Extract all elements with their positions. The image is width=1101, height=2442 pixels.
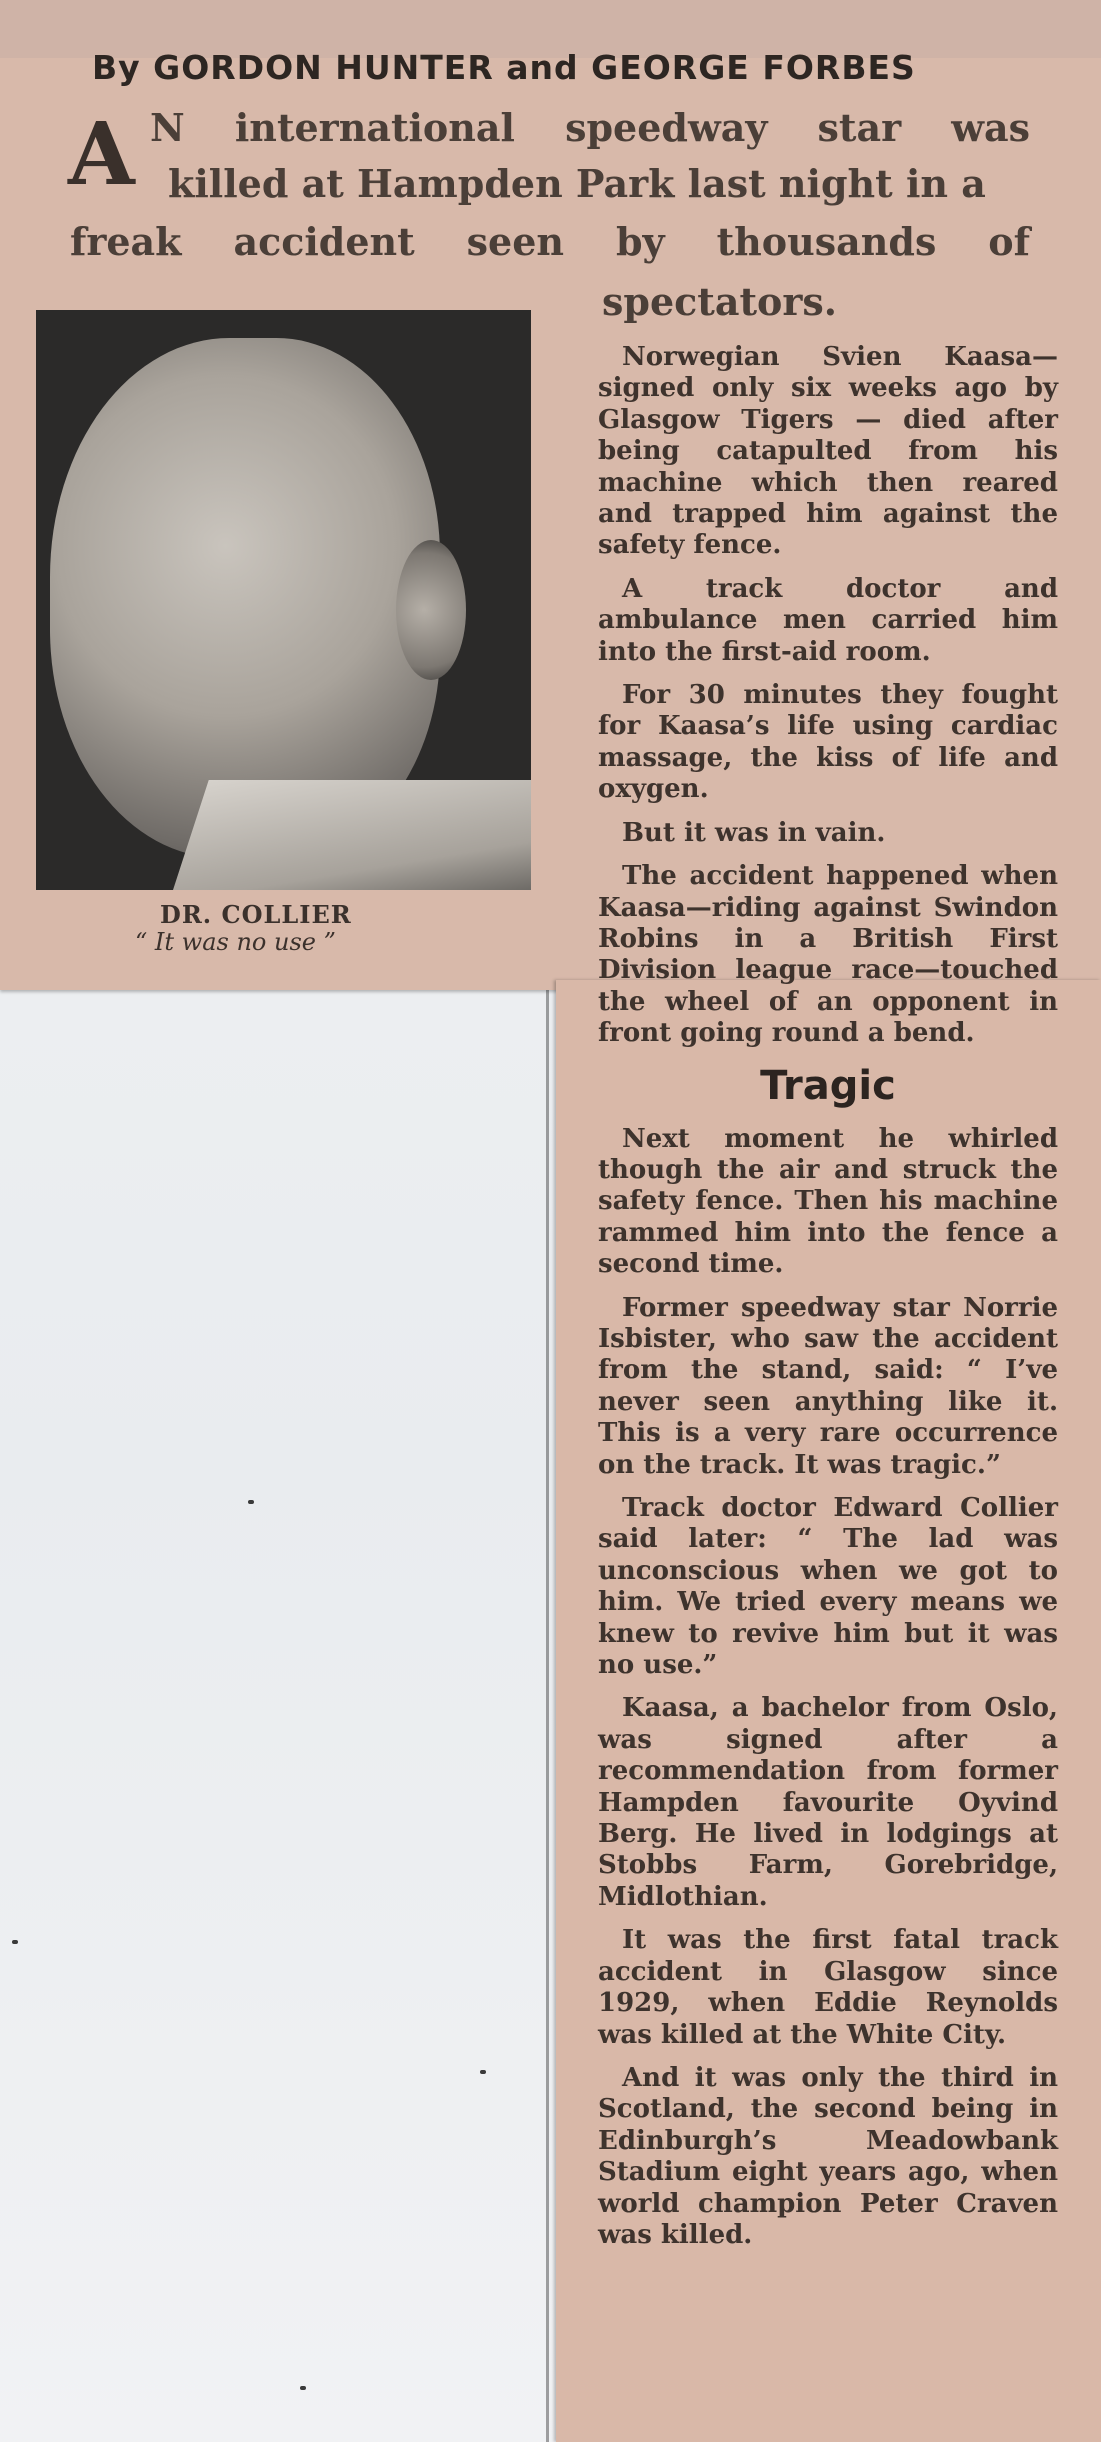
portrait-collar bbox=[163, 780, 531, 890]
paper-speck bbox=[480, 2070, 486, 2074]
body-paragraph: But it was in vain. bbox=[622, 817, 886, 848]
body-paragraph: Norwegian Svien Kaasa—signed only six weeks ago by Glasgow Tigers — died after being catapulted from his machine which then reared and trapped him against the safety fence. bbox=[598, 342, 1058, 561]
body-paragraph: For 30 minutes they fought for Kaasa’s life using cardiac massage, the kiss of life and oxygen. bbox=[598, 680, 1058, 805]
body-paragraph: The accident happened when Kaasa—riding against Swindon Robins in a British First Division league race—touched the wheel of an opponent in front going round a bend. bbox=[598, 861, 1058, 1049]
body-paragraph: Former speedway star Norrie Isbister, who saw the accident from the stand, said: “ I’ve never seen anything like it. This is a very rare occurrence on the track. It was tragic.” bbox=[598, 1292, 1058, 1480]
photo-caption-quote: “ It was no use ” bbox=[135, 928, 336, 956]
body-paragraph: Kaasa, a bachelor from Oslo, was signed after a recommendation from former Hampden favourite Oyvind Berg. He lived in lodgings at Stobbs Farm, Gorebridge, Midlothian. bbox=[598, 1693, 1058, 1912]
byline: By GORDON HUNTER and GEORGE FORBES bbox=[92, 48, 916, 87]
lede-line-2: killed at Hampden Park last night in a bbox=[168, 161, 986, 206]
paper-speck bbox=[12, 1940, 18, 1944]
lede-line-4: spectators. bbox=[602, 279, 837, 324]
lede-line-3: freak accident seen by thousands of bbox=[70, 219, 1030, 264]
body-paragraph: It was the first fatal track accident in Glasgow since 1929, when Eddie Reynolds was killed at the White City. bbox=[598, 1925, 1058, 2050]
paper-speck bbox=[248, 1500, 254, 1504]
body-paragraph: And it was only the third in Scotland, the second being in Edinburgh’s Meadowbank Stadium eight years ago, when world champion Peter Craven was killed. bbox=[598, 2062, 1058, 2250]
body-paragraph: Next moment he whirled though the air and struck the safety fence. Then his machine rammed him into the fence a second time. bbox=[598, 1123, 1058, 1280]
article-body-column bbox=[598, 342, 1058, 2263]
body-paragraph: A track doctor and ambulance men carried him into the first-aid room. bbox=[598, 573, 1058, 667]
paper-speck bbox=[300, 2386, 306, 2390]
portrait-ear bbox=[396, 540, 466, 680]
photo-caption-name: DR. COLLIER bbox=[160, 900, 352, 929]
clipping-edge-shadow bbox=[546, 990, 549, 2442]
lede-line-1: N international speedway star was bbox=[150, 105, 1030, 150]
drop-cap: A bbox=[68, 104, 135, 205]
portrait-photo bbox=[36, 310, 531, 890]
subhead: Tragic bbox=[760, 1062, 896, 1109]
body-paragraph: Track doctor Edward Collier said later: “ The lad was unconscious when we got to him. We tried every means we knew to revive him but it was no use.” bbox=[598, 1493, 1058, 1681]
